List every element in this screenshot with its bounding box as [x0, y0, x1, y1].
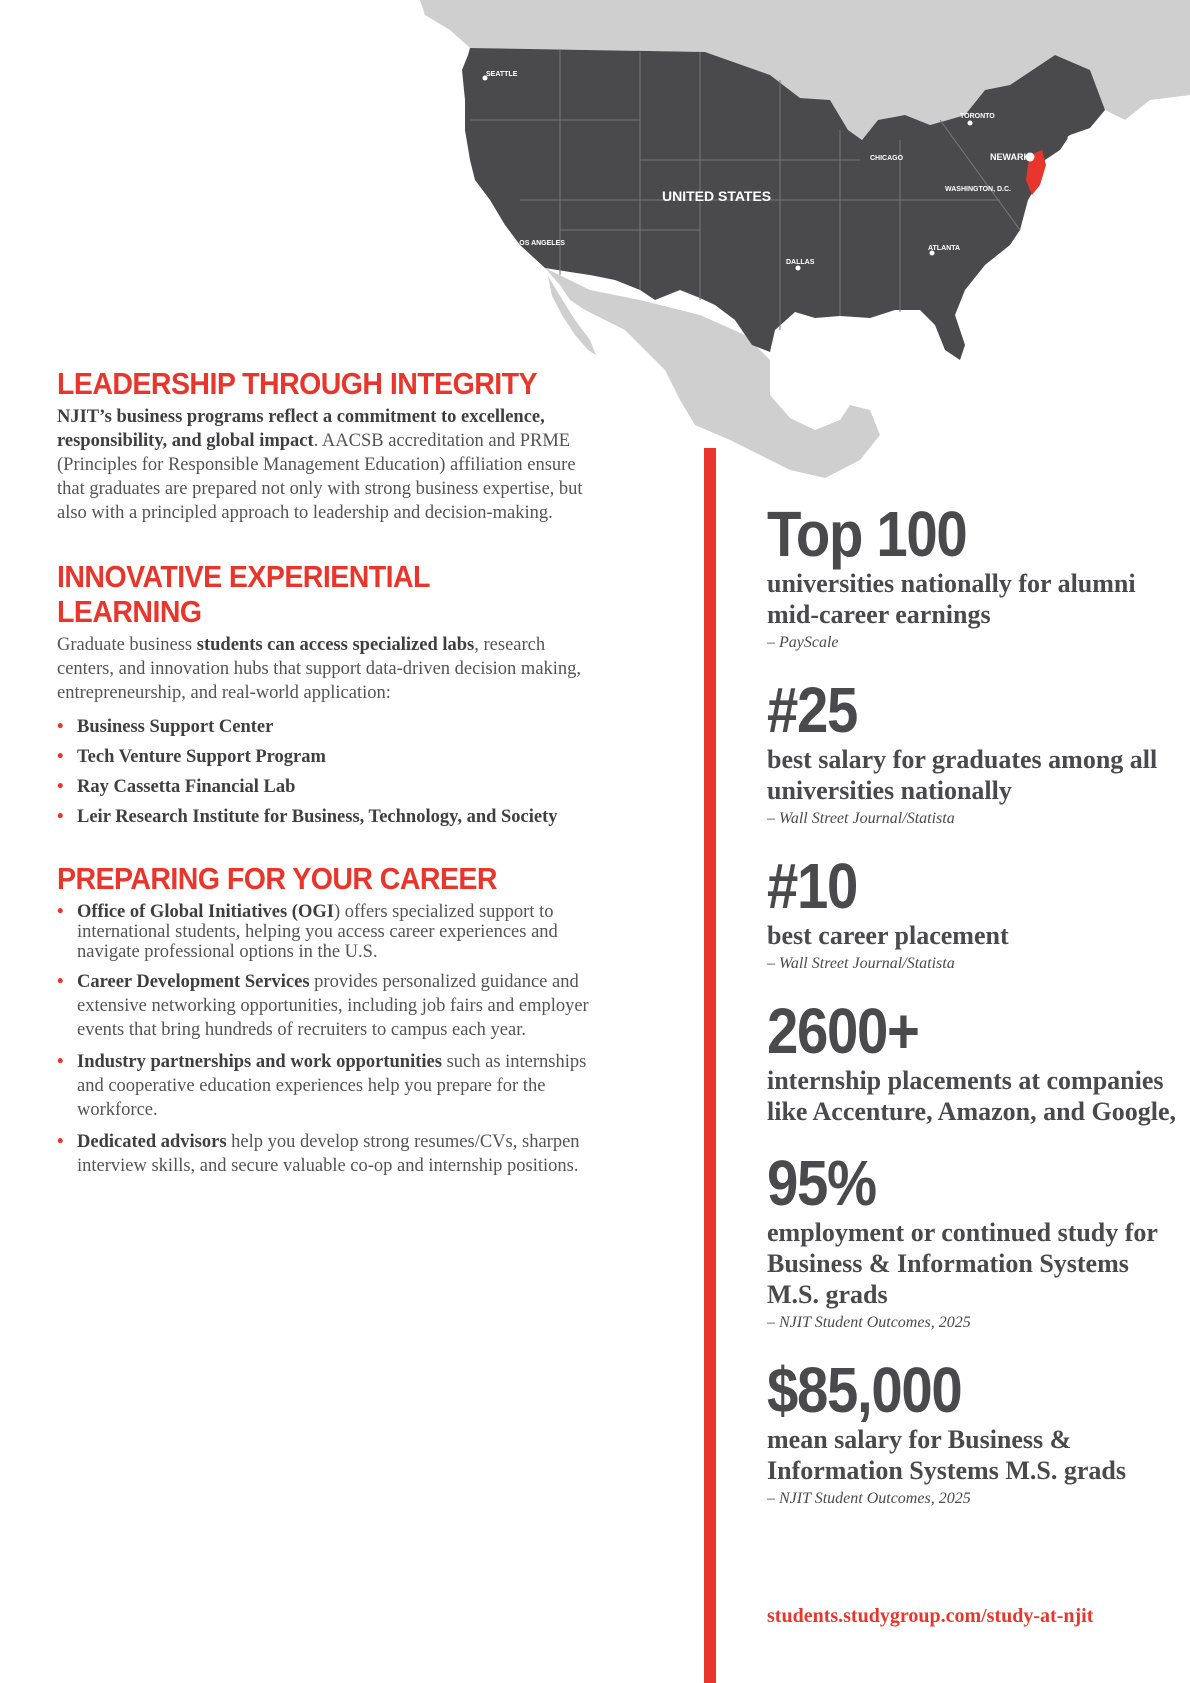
leadership-section	[57, 366, 592, 525]
stat-value: #25	[767, 674, 858, 746]
list-item: • Career Development Services provides personalized guidance and extensive networking opportunities, including job fairs and employer events that bring hundreds of recruiters to campus each year.	[57, 970, 592, 1042]
career-section	[57, 861, 592, 1178]
leadership-text: NJIT’s business programs reflect a commitment to excellence, responsibility, and global impact. AACSB accreditation and PRME (Principles for Responsible Management Education) affiliation ensure that graduates are prepared not only with strong business expertise, but also with a principled approach to leadership and decision-making.	[57, 407, 583, 523]
stat-source: – PayScale	[767, 634, 839, 651]
stat-value: 95%	[767, 1147, 876, 1219]
stat-rank-25	[767, 674, 1177, 830]
city-boston: BOSTON	[1076, 137, 1106, 144]
stat-description: internship placements at companies like Accenture, Amazon, and Google,	[767, 1066, 1177, 1126]
learning-section	[57, 559, 592, 829]
stat-source: – Wall Street Journal/Statista	[767, 955, 955, 972]
left-column	[57, 366, 592, 1214]
learning-list	[57, 715, 592, 829]
city-dallas: DALLAS	[786, 259, 815, 266]
stat-source: – Wall Street Journal/Statista	[767, 810, 955, 827]
stats-column	[767, 498, 1177, 1534]
list-item: • Office of Global Initiatives (OGI) offers specialized support to international students, helping you access career experiences and navigate professional options in the U.S.	[57, 902, 592, 962]
city-new-york: NEW YORK	[1060, 157, 1099, 164]
stat-description: universities nationally for alumni mid-career earnings	[767, 569, 1136, 629]
career-list	[57, 902, 592, 1178]
stat-rank-10	[767, 850, 1177, 975]
city-chicago: CHICAGO	[870, 155, 904, 162]
leadership-heading: LEADERSHIP THROUGH INTEGRITY	[57, 366, 537, 401]
city-toronto: TORONTO	[960, 113, 995, 120]
country-label: UNITED STATES	[662, 188, 772, 204]
list-item: • Dedicated advisors help you develop strong resumes/CVs, sharpen interview skills, and secure valuable co-op and internship positions.	[57, 1130, 592, 1178]
city-san-francisco: SAN FRANCISCO	[427, 198, 486, 205]
stat-top-100	[767, 498, 1177, 654]
city-washington: WASHINGTON, D.C.	[945, 186, 1011, 193]
list-item: • Industry partnerships and work opportunities such as internships and cooperative education experiences help you prepare for the workforce.	[57, 1050, 592, 1122]
learning-heading: INNOVATIVE EXPERIENTIAL LEARNING	[57, 559, 430, 629]
stat-description: best career placement	[767, 921, 1009, 950]
list-item: • Business Support Center	[57, 715, 592, 739]
city-newark: NEWARK	[990, 152, 1030, 162]
city-seattle: SEATTLE	[486, 71, 518, 78]
stat-salary	[767, 1354, 1177, 1510]
stat-value: $85,000	[767, 1354, 962, 1426]
stat-description: mean salary for Business & Information Systems M.S. grads	[767, 1425, 1126, 1485]
stat-value: 2600+	[767, 995, 919, 1067]
website-link[interactable]: students.studygroup.com/study-at-njit	[767, 1605, 1094, 1627]
career-heading: PREPARING FOR YOUR CAREER	[57, 861, 497, 896]
stat-source: – NJIT Student Outcomes, 2025	[767, 1314, 971, 1331]
stat-value: #10	[767, 850, 858, 922]
usa-shape	[462, 48, 1105, 360]
learning-text: Graduate business students can access specialized labs, research centers, and innovation hubs that support data-driven decision making, entrepreneurship, and real-world application:	[57, 635, 582, 703]
city-atlanta: ATLANTA	[928, 245, 961, 252]
city-los-angeles: LOS ANGELES	[515, 240, 565, 247]
list-item: • Leir Research Institute for Business, Technology, and Society	[57, 805, 592, 829]
stat-description: employment or continued study for Business & Information Systems M.S. grads	[767, 1218, 1158, 1309]
stat-internships	[767, 995, 1177, 1127]
red-divider-line	[704, 448, 716, 1683]
stat-description: best salary for graduates among all universities nationally	[767, 745, 1158, 805]
list-item: • Tech Venture Support Program	[57, 745, 592, 769]
list-item: • Ray Cassetta Financial Lab	[57, 775, 592, 799]
stat-source: – NJIT Student Outcomes, 2025	[767, 1490, 971, 1507]
stat-employment	[767, 1147, 1177, 1334]
stat-value: Top 100	[767, 498, 967, 570]
